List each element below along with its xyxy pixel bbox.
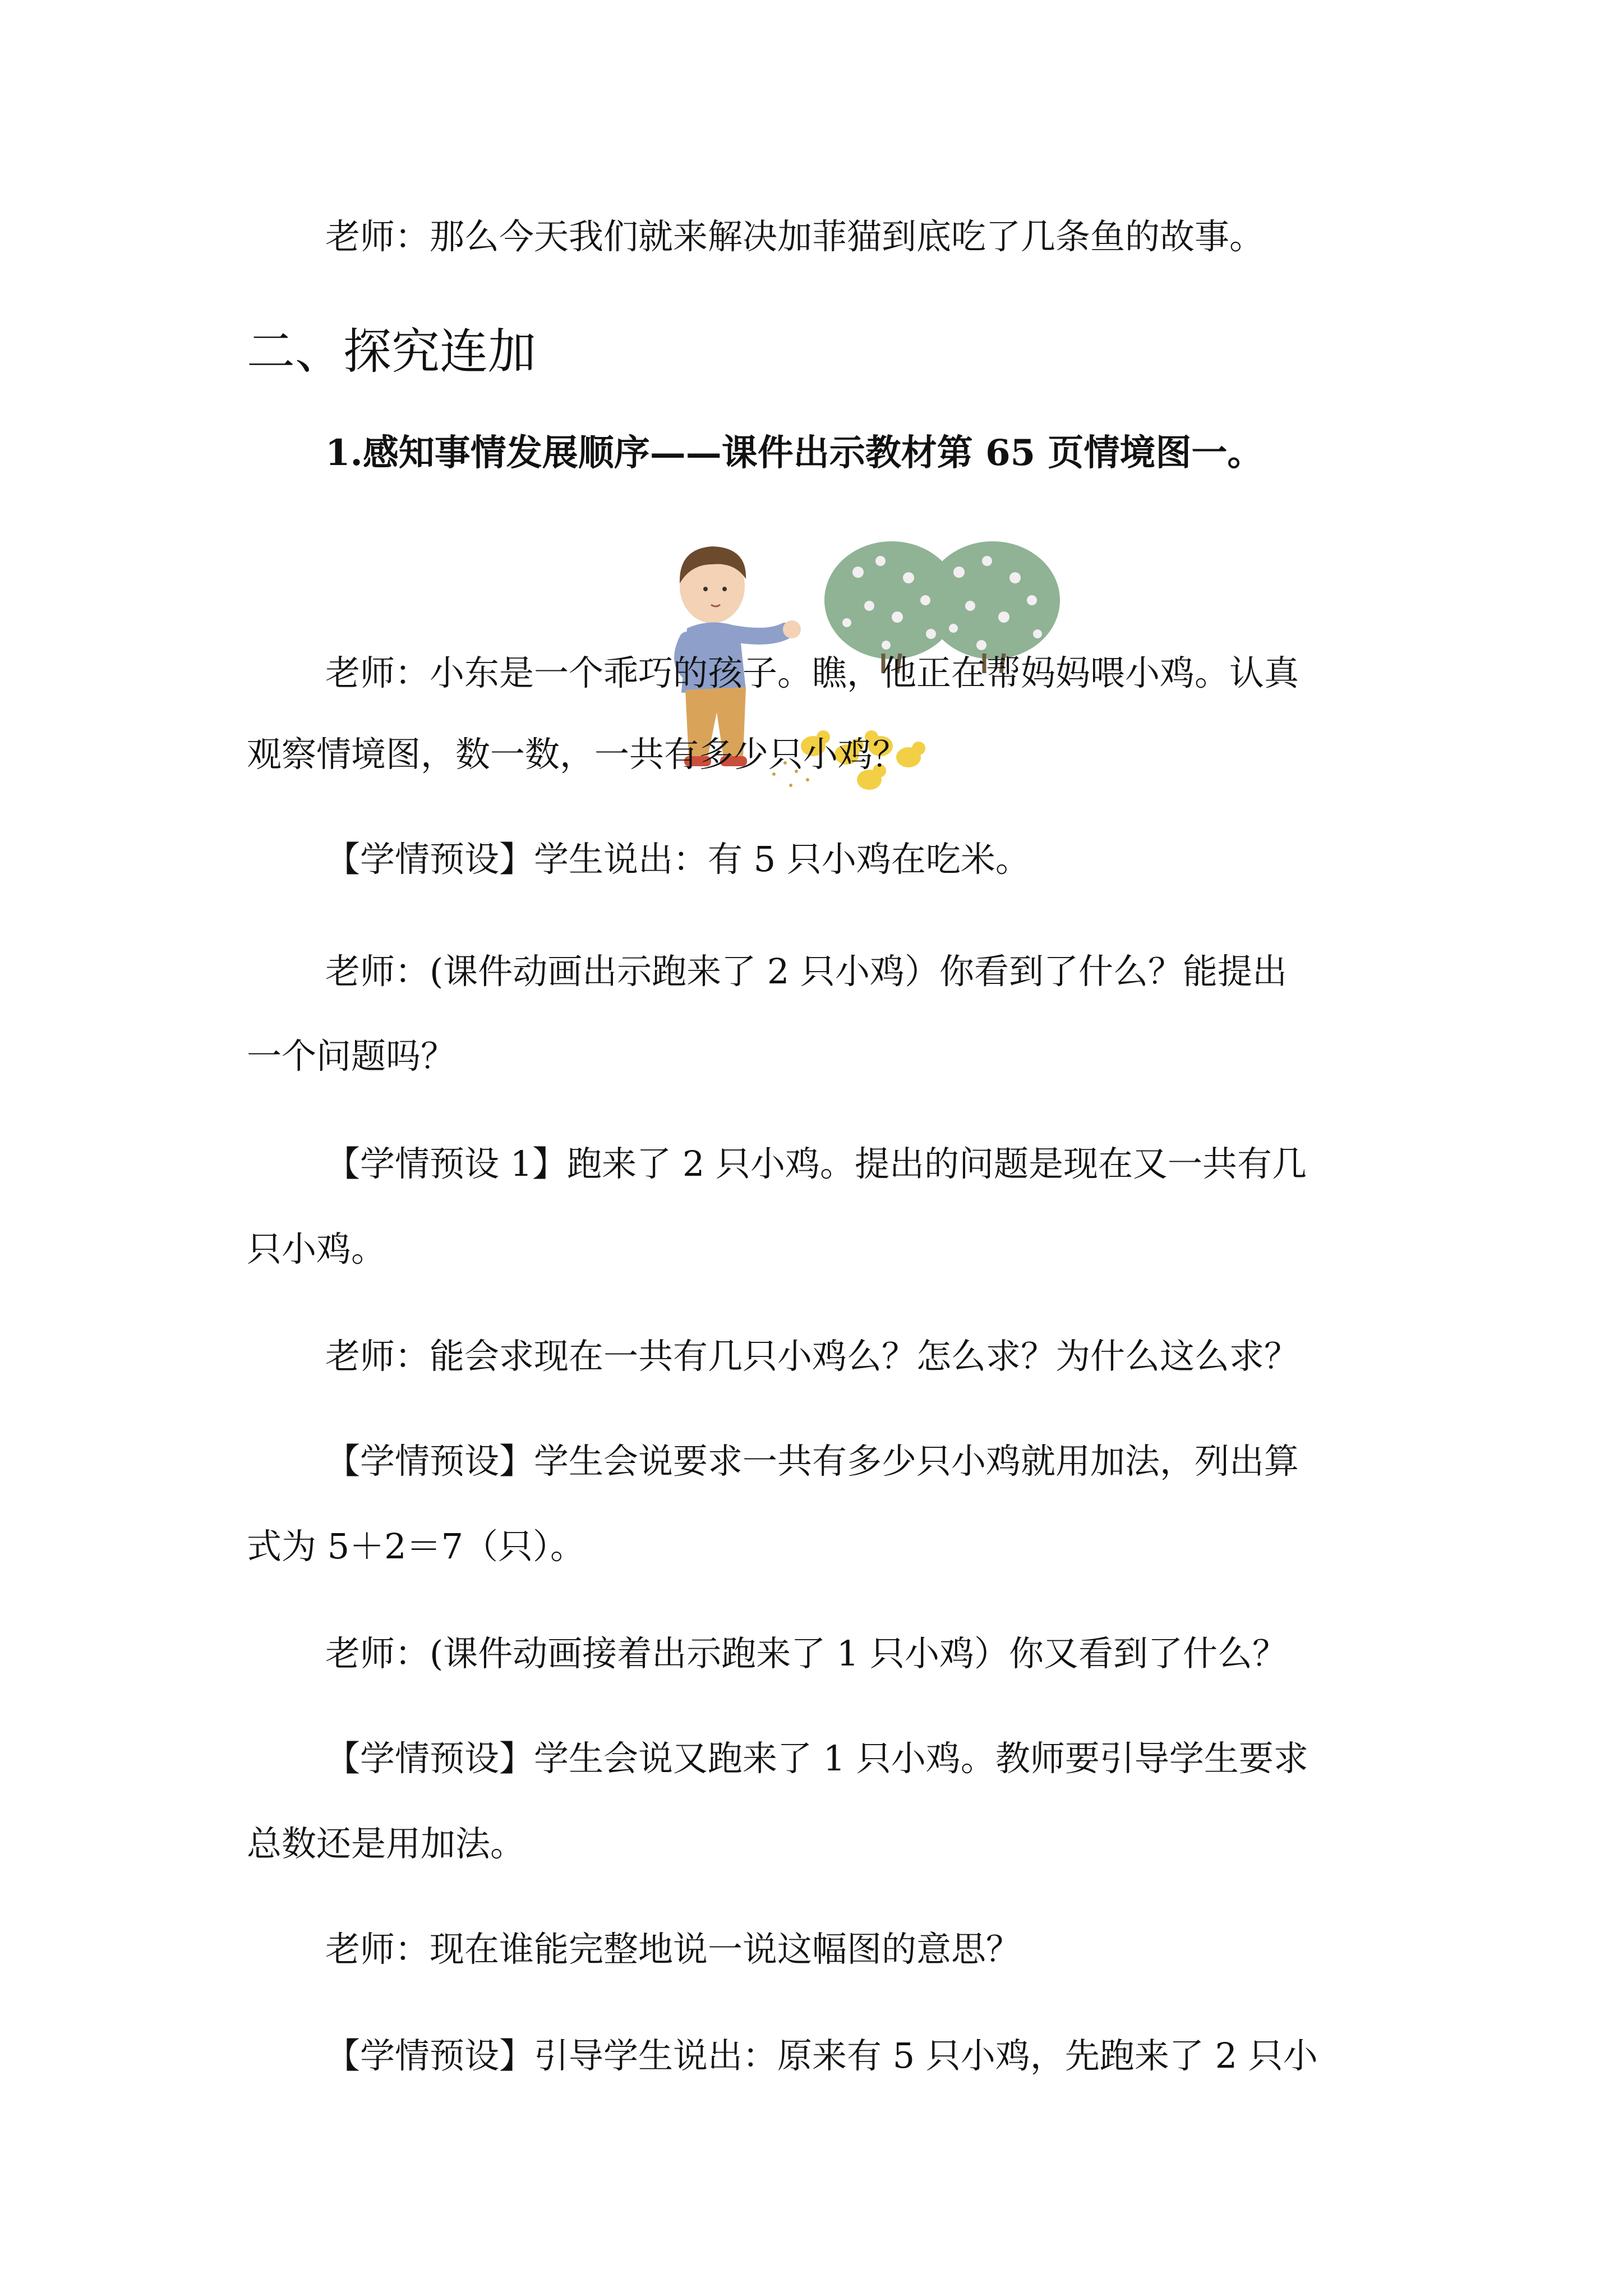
section-heading: 二、探究连加 xyxy=(247,324,536,380)
paragraph-line: 老师：(课件动画接着出示跑来了 1 只小鸡）你又看到了什么？ xyxy=(325,1633,1288,1674)
paragraph-line: 【学情预设】学生说出：有 5 只小鸡在吃米。 xyxy=(325,839,1030,880)
paragraph-line: 观察情境图，数一数，一共有多少只小鸡？ xyxy=(247,734,908,775)
paragraph-line: 只小鸡。 xyxy=(247,1228,386,1269)
subsection-heading: 1.感知事情发展顺序——课件出示教材第 65 页情境图一。 xyxy=(325,432,1264,474)
paragraph-line: 老师：现在谁能完整地说一说这幅图的意思？ xyxy=(325,1929,1021,1970)
paragraph-line: 老师：能会求现在一共有几只小鸡么？怎么求？为什么这么求？ xyxy=(325,1336,1299,1377)
paragraph-line: 一个问题吗？ xyxy=(247,1036,456,1076)
paragraph-line: 【学情预设】引导学生说出：原来有 5 只小鸡，先跑来了 2 只小 xyxy=(325,2035,1318,2076)
paragraph-line: 老师：那么今天我们就来解决加菲猫到底吃了几条鱼的故事。 xyxy=(325,216,1265,257)
paragraph-line: 【学情预设 1】跑来了 2 只小鸡。提出的问题是现在又一共有几 xyxy=(325,1143,1307,1184)
paragraph-line: 式为 5＋2＝7（只）。 xyxy=(247,1526,585,1567)
paragraph-line: 【学情预设】学生会说又跑来了 1 只小鸡。教师要引导学生要求 xyxy=(325,1738,1308,1779)
paragraph-line: 老师：(课件动画出示跑来了 2 只小鸡）你看到了什么？能提出 xyxy=(325,951,1288,992)
paragraph-line: 总数还是用加法。 xyxy=(247,1823,525,1864)
paragraph-line: 【学情预设】学生会说要求一共有多少只小鸡就用加法，列出算 xyxy=(325,1441,1299,1481)
paragraph-line: 老师：小东是一个乖巧的孩子。瞧，他正在帮妈妈喂小鸡。认真 xyxy=(325,652,1299,693)
